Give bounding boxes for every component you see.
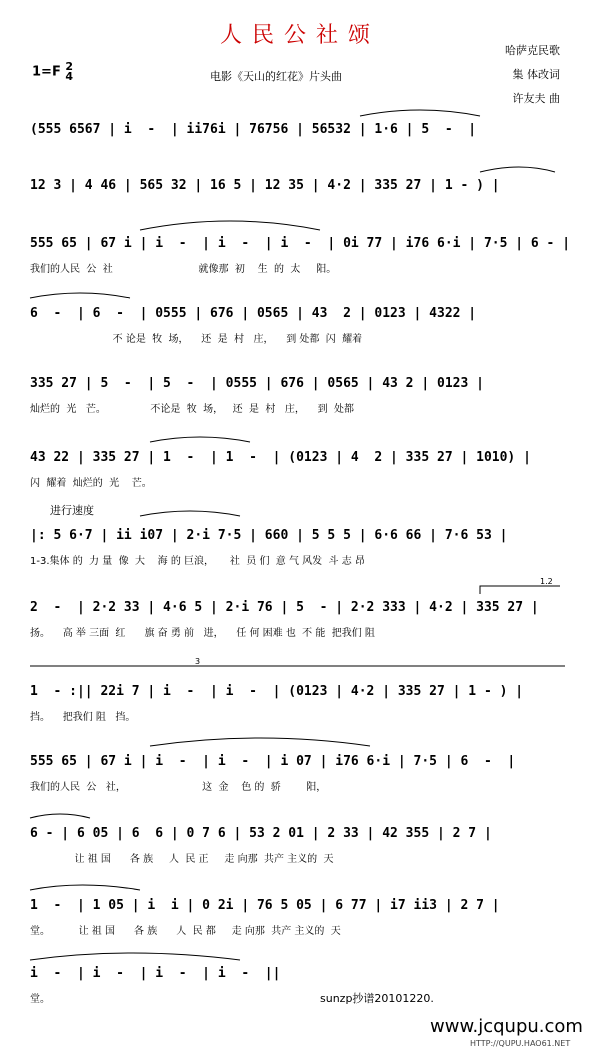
slur-arc xyxy=(140,221,320,230)
volta-bracket-1-2 xyxy=(480,586,560,594)
song-title: 人民公社颂 xyxy=(219,23,380,48)
slur-arc xyxy=(140,511,240,516)
slur-arc xyxy=(30,885,140,890)
time-bottom: 4 xyxy=(65,70,74,83)
lyric-line-8: 扬。 高 举 三面 红 旗 奋 勇 前 进， 任 何 困难 也 不 能 把我们 阻 xyxy=(30,628,375,639)
subtitle: 电影《天山的红花》片头曲 xyxy=(210,70,342,83)
slur-arc xyxy=(480,167,555,172)
lyric-line-3: 我们的人民 公 社 就像那 初 生 的 太 阳。 xyxy=(30,264,337,275)
lyric-line-4: 不 论是 牧 场， 还 是 村 庄， 到 处都 闪 耀着 xyxy=(30,334,363,345)
credit-composer: 许友夫 曲 xyxy=(512,92,560,105)
lyric-line-11: 让 祖 国 各 族 人 民 正 走 向那 共产 主义的 天 xyxy=(30,854,334,865)
notation-line-7: |: 5 6·7 | ii i07 | 2·i 7·5 | 660 | 5 5 5 | 6·6 66 | 7·6 53 | xyxy=(30,528,508,543)
watermark-url: www.jcqupu.com xyxy=(430,1016,583,1037)
lyric-line-9: 挡。 把我们 阻 挡。 xyxy=(30,712,136,723)
slur-arc xyxy=(150,437,250,442)
transcriber-note: sunzp抄谱20101220. xyxy=(320,992,434,1005)
watermark-small: HTTP://QUPU.HAO61.NET xyxy=(470,1039,571,1048)
notation-line-12: 1 - | 1 05 | i i | 0 2i | 76 5 05 | 6 77 | i7 ii3 | 2 7 | xyxy=(30,898,500,913)
notation-line-3: 555 65 | 67 i | i - | i - | i - | 0i 77 | i76 6·i | 7·5 | 6 - | xyxy=(30,236,571,251)
credit-folk: 哈萨克民歌 xyxy=(505,44,560,57)
notation-line-1: (555 6567 | i - | ii76i | 76756 | 56532 | 1·6 | 5 - | xyxy=(30,122,477,137)
lyric-line-7: 1-3.集体 的 力 量 像 大 海 的 巨浪， 社 员 们 意 气 风发 斗 志 昂 xyxy=(30,556,365,567)
notation-line-10: 555 65 | 67 i | i - | i - | i 07 | i76 6·i | 7·5 | 6 - | xyxy=(30,754,516,769)
volta-label-1-2: 1.2 xyxy=(540,577,553,586)
time-top: 2 xyxy=(65,60,74,73)
slur-arc xyxy=(30,293,130,298)
notation-line-4: 6 - | 6 - | 0555 | 676 | 0565 | 43 2 | 0123 | 4322 | xyxy=(30,306,477,321)
slur-arc xyxy=(360,110,480,116)
credit-lyrics: 集 体改词 xyxy=(512,68,560,81)
lyric-line-10: 我们的人民 公 社， 这 金 色 的 骄 阳， xyxy=(30,782,327,793)
key-label: 1=F xyxy=(32,64,61,80)
lyric-line-6: 闪 耀着 灿烂的 光 芒。 xyxy=(30,478,152,489)
slur-arc xyxy=(150,738,370,746)
notation-line-5: 335 27 | 5 - | 5 - | 0555 | 676 | 0565 | 43 2 | 0123 | xyxy=(30,376,484,391)
volta-label-3: 3 xyxy=(195,657,201,666)
notation-line-11: 6 - | 6 05 | 6 6 | 0 7 6 | 53 2 01 | 2 33 | 42 355 | 2 7 | xyxy=(30,826,492,841)
notation-line-6: 43 22 | 335 27 | 1 - | 1 - | (0123 | 4 2 | 335 27 | 1010) | xyxy=(30,450,531,465)
slur-arc xyxy=(30,814,90,818)
tempo-marking: 进行速度 xyxy=(50,504,94,517)
notation-line-9: 1 - :|| 22i 7 | i - | i - | (0123 | 4·2 | 335 27 | 1 - ) | xyxy=(30,684,524,699)
lyric-line-5: 灿烂的 光 芒。 不论是 牧 场， 还 是 村 庄， 到 处都 xyxy=(30,404,354,415)
notation-line-2: 12 3 | 4 46 | 565 32 | 16 5 | 12 35 | 4·2 | 335 27 | 1 - ) | xyxy=(30,178,500,193)
notation-line-8: 2 - | 2·2 33 | 4·6 5 | 2·i 76 | 5 - | 2·2 333 | 4·2 | 335 27 | xyxy=(30,600,539,615)
lyric-line-13: 堂。 xyxy=(30,994,50,1005)
slur-arc xyxy=(30,953,240,960)
notation-line-13: i - | i - | i - | i - || xyxy=(30,966,281,981)
lyric-line-12: 堂。 让 祖 国 各 族 人 民 都 走 向那 共产 主义的 天 xyxy=(30,926,341,937)
